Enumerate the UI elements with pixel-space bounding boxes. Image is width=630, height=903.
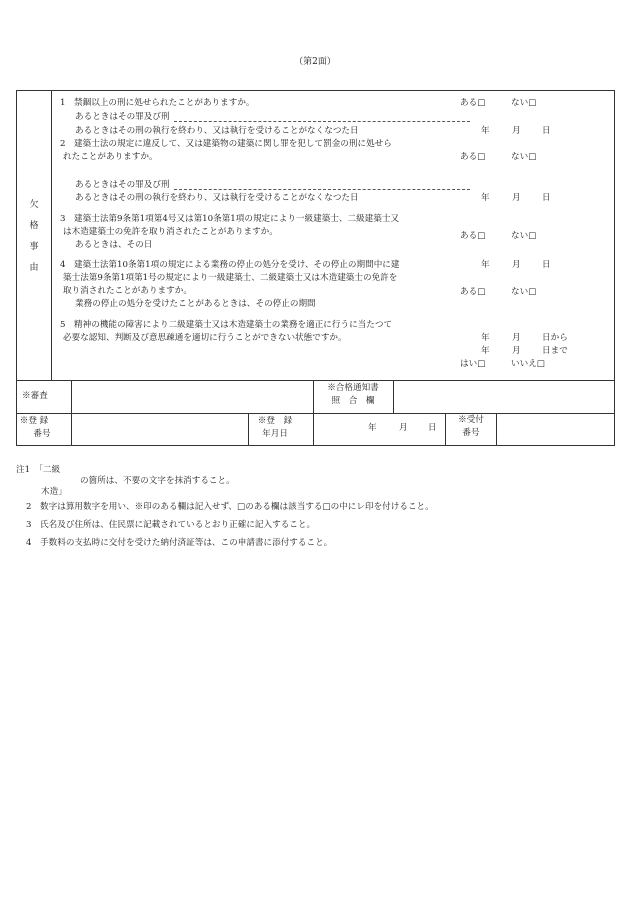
item-3-month: 月 [512,260,521,270]
notice-check-label-2: 照 合 欄 [331,396,375,406]
receipt-number-label-2: 番号 [462,428,480,438]
note-1-text: の箇所は、不要の文字を抹消すること。 [80,476,235,486]
item-1-crime-line [174,121,470,122]
registration-date-label-2: 年月日 [262,429,288,439]
heading-char: 欠 [29,200,39,210]
heading-char: 格 [29,221,39,231]
note-1-sub: 木造」 [41,487,67,497]
note-2: 2 数字は算用数字を用い、※印のある欄は記入せず、□のある欄は該当する□の中にレ印を付けること。 [26,502,434,512]
item-5-to-day: 日まで [542,346,568,356]
note-1-prefix: 注1 「二級 [16,465,61,475]
receipt-number-field[interactable] [497,414,613,444]
item-5-to-month: 月 [512,346,521,356]
item-1-no-checkbox[interactable]: ない□ [511,98,537,108]
item-2-yes-checkbox[interactable]: ある□ [460,152,486,162]
item-5-from-month: 月 [512,333,521,343]
item-5-to-year: 年 [481,346,490,356]
item-2-day: 日 [542,193,551,203]
item-1-date-label: あるときはその刑の執行を終わり、又は執行を受けることがなくなつた日 [75,126,359,136]
item-4-question-cont: 築士法第9条第1項第1号の規定により一級建築士、二級建築士又は木造建築士の免許を [63,273,398,283]
registration-date-month: 月 [399,423,408,433]
item-3-yes-checkbox[interactable]: ある□ [460,231,486,241]
item-3-question: 3 建築士法第9条第1項第4号又は第10条第1項の規定により一級建築士、二級建築士又 [60,214,400,224]
item-5-question-cont: 必要な認知、判断及び意思疎通を適切に行うことができない状態ですか。 [63,333,347,343]
item-2-year: 年 [481,193,490,203]
item-4-no-checkbox[interactable]: ない□ [511,287,537,297]
review-label: ※審査 [22,391,48,401]
receipt-number-label-1: ※受付 [458,415,484,425]
page-label: （第2面） [294,57,336,67]
item-2-no-checkbox[interactable]: ない□ [511,152,537,162]
item-5-from-year: 年 [481,333,490,343]
item-5-from-day: 日から [542,333,568,343]
item-1-year: 年 [481,126,490,136]
item-2-crime-label: あるときはその罪及び刑 [75,180,170,190]
item-2-crime-line [174,189,470,190]
item-2-date-label: あるときはその刑の執行を終わり、又は執行を受けることがなくなつた日 [75,193,359,203]
heading-char: 事 [29,242,39,252]
registration-date-day: 日 [428,423,437,433]
note-3: 3 氏名及び住所は、住民票に記載されているとおり正確に記入すること。 [26,520,316,530]
registration-date-year: 年 [368,423,377,433]
item-4-period-label: 業務の停止の処分を受けたことがあるときは、その停止の期間 [75,299,316,309]
note-4: 4 手数料の支払時に交付を受けた納付済証等は、この申請書に添付すること。 [26,538,333,548]
item-3-day: 日 [542,260,551,270]
item-2-question-cont: れたことがありますか。 [63,152,158,162]
item-5-yes-checkbox[interactable]: はい□ [460,359,486,369]
item-5-question: 5 精神の機能の障害により二級建築士又は木造建築士の業務を適正に行うに当たつて [60,320,393,330]
item-1-question: 1 禁錮以上の刑に処せられたことがありますか。 [60,98,255,108]
registration-number-label-1: ※登 録 [19,416,49,426]
heading-char: 由 [29,263,39,273]
item-5-no-checkbox[interactable]: いいえ□ [511,359,545,369]
item-3-year: 年 [481,260,490,270]
notice-check-field[interactable] [394,381,613,412]
item-4-question: 4 建築士法第10条第1項の規定による業務の停止の処分を受け、その停止の期間中に建 [60,260,400,270]
item-2-question: 2 建築士法の規定に違反して、又は建築物の建築に関し罪を犯して罰金の刑に処せら [60,139,392,149]
item-4-question-cont2: 取り消されたことがありますか。 [63,286,192,296]
item-4-yes-checkbox[interactable]: ある□ [460,287,486,297]
item-1-day: 日 [542,126,551,136]
registration-number-field[interactable] [72,414,247,444]
item-1-month: 月 [512,126,521,136]
item-1-crime-label: あるときはその罪及び刑 [75,112,170,122]
registration-number-label-2: 番号 [33,429,51,439]
review-field[interactable] [72,381,312,412]
item-2-month: 月 [512,193,521,203]
registration-date-label-1: ※登 録 [257,416,293,426]
item-3-no-checkbox[interactable]: ない□ [511,231,537,241]
item-3-question-cont: は木造建築士の免許を取り消されたことがありますか。 [63,227,278,237]
item-3-date-label: あるときは、その日 [75,240,153,250]
item-1-yes-checkbox[interactable]: ある□ [460,98,486,108]
notice-check-label-1: ※合格通知書 [327,383,379,393]
